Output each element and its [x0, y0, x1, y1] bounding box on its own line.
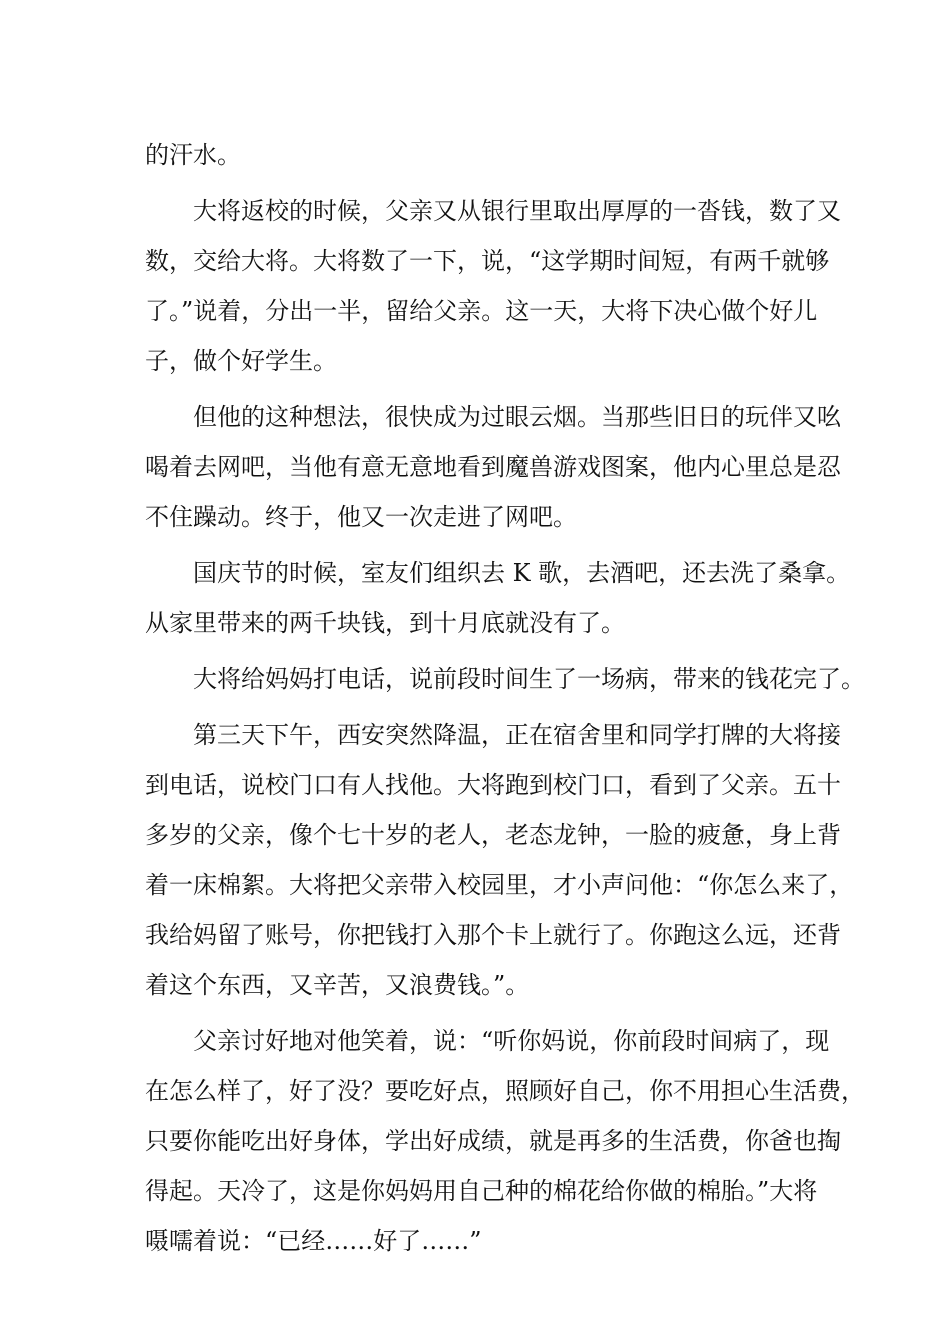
text-line: 国庆节的时候，室友们组织去 K 歌，去酒吧，还去洗了桑拿。	[193, 559, 851, 587]
text-line: 多岁的父亲，像个七十岁的老人，老态龙钟，一脸的疲惫，身上背	[145, 821, 841, 849]
text-line: 的汗水。	[145, 141, 241, 169]
text-line: 我给妈留了账号，你把钱打入那个卡上就行了。你跑这么远，还背	[145, 921, 841, 949]
text-line: 不住躁动。终于，他又一次走进了网吧。	[145, 503, 577, 531]
paragraph-3	[145, 392, 841, 542]
paragraph-7	[145, 1016, 865, 1266]
text-line: 着这个东西，又辛苦，又浪费钱。”。	[145, 971, 530, 999]
text-line: 得起。天冷了，这是你妈妈用自己种的棉花给你做的棉胎。”大将	[145, 1177, 818, 1205]
paragraph-4	[145, 548, 851, 648]
text-line: 到电话，说校门口有人找他。大将跑到校门口，看到了父亲。五十	[145, 771, 841, 799]
text-line: 大将返校的时候，父亲又从银行里取出厚厚的一沓钱，数了又	[193, 197, 841, 225]
text-line: 数，交给大将。大将数了一下，说，“这学期时间短，有两千就够	[145, 247, 830, 275]
text-line: 着一床棉絮。大将把父亲带入校园里，才小声问他：“你怎么来了，	[145, 871, 854, 899]
paragraph-1	[145, 130, 813, 180]
text-line: 只要你能吃出好身体，学出好成绩，就是再多的生活费，你爸也掏	[145, 1127, 841, 1155]
text-line: 父亲讨好地对他笑着，说：“听你妈说，你前段时间病了，现	[193, 1027, 830, 1055]
text-line: 大将给妈妈打电话，说前段时间生了一场病，带来的钱花完了。	[193, 665, 865, 693]
text-line: 子，做个好学生。	[145, 347, 337, 375]
text-line: 喝着去网吧，当他有意无意地看到魔兽游戏图案，他内心里总是忍	[145, 453, 841, 481]
document-page	[145, 130, 865, 1266]
text-line: 在怎么样了，好了没？要吃好点，照顾好自己，你不用担心生活费，	[145, 1077, 865, 1105]
paragraph-2	[145, 186, 841, 386]
paragraph-5	[145, 654, 865, 704]
text-line: 了。”说着，分出一半，留给父亲。这一天，大将下决心做个好儿	[145, 297, 818, 325]
paragraph-6	[145, 710, 854, 1010]
text-line: 但他的这种想法，很快成为过眼云烟。当那些旧日的玩伴又吆	[193, 403, 841, 431]
text-line: 第三天下午，西安突然降温，正在宿舍里和同学打牌的大将接	[193, 721, 841, 749]
text-line: 从家里带来的两千块钱，到十月底就没有了。	[145, 609, 625, 637]
text-line: 嗫嚅着说：“已经……好了……”	[145, 1227, 482, 1255]
